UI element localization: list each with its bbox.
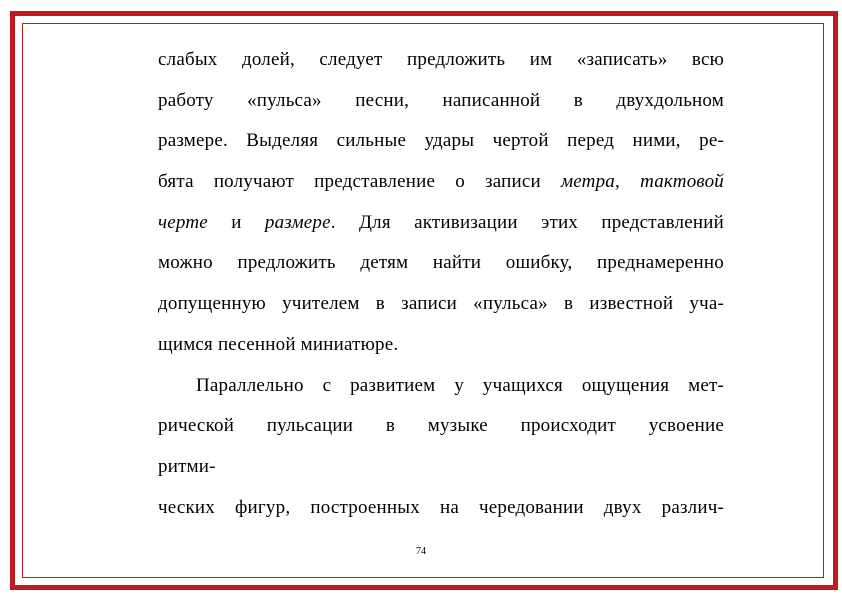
text-line-7: допущенную учителем в записи «пульса» в известной уча- <box>158 293 724 315</box>
text-line-12: ческих фигур, построенных на чередовании двух различ- <box>158 496 724 518</box>
term-cherte: черте <box>158 211 208 233</box>
text-line-8: щимся песенной миниатюре. <box>158 333 399 355</box>
body-text <box>158 40 724 528</box>
text-line-4: бята получают представление о записи метра, тактовой <box>158 171 724 193</box>
text-line-11: ритми- <box>158 455 216 477</box>
page-number: 74 <box>416 546 426 557</box>
text-line-3: размере. Выделяя сильные удары чертой перед ними, ре- <box>158 130 724 152</box>
text-line-2: работу «пульса» песни, написанной в двухдольном <box>158 89 724 111</box>
text-line-5: черте и размере. Для активизации этих представлений <box>158 211 724 233</box>
text-line-10: рической пульсации в музыке происходит усвоение <box>158 415 724 437</box>
text-line-6: можно предложить детям найти ошибку, преднамеренно <box>158 252 724 274</box>
term-taktovoy: тактовой <box>640 171 724 193</box>
term-metra: метра <box>560 171 615 193</box>
text-line-9: Параллельно с развитием у учащихся ощущения мет- <box>196 374 724 396</box>
text-line-1: слабых долей, следует предложить им «записать» всю <box>158 49 724 70</box>
term-razmere: размере <box>264 211 331 233</box>
